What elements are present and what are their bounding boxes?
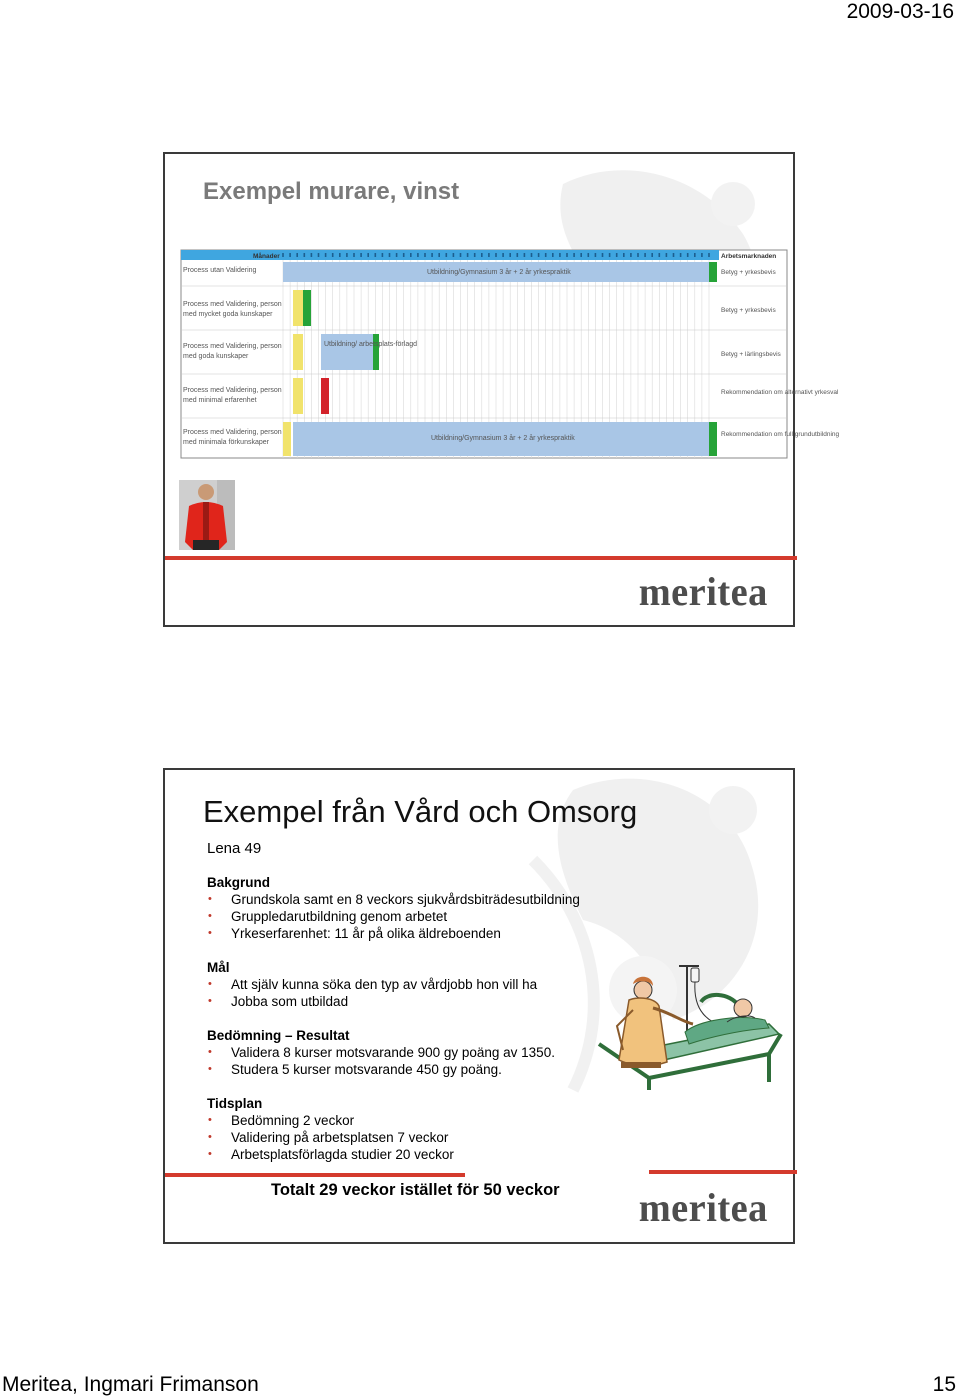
row-1-green-marker: [709, 262, 717, 282]
row-1-label: Process utan Validering: [183, 267, 257, 274]
row-1-bar-text: Utbildning/Gymnasium 3 år + 2 år yrkespraktik: [427, 269, 571, 276]
row-3-bar: [321, 334, 373, 370]
row-5-label-b: med minimala förkunskaper: [183, 439, 269, 446]
month-tick: [517, 253, 519, 257]
month-tick: [460, 253, 462, 257]
month-tick: [552, 253, 554, 257]
month-tick: [687, 253, 689, 257]
month-tick: [573, 253, 575, 257]
row-5-bar-text: Utbildning/Gymnasium 3 år + 2 år yrkespraktik: [431, 435, 575, 442]
slide-title: Exempel från Vård och Omsorg: [203, 794, 638, 829]
person-photo: [179, 480, 235, 550]
month-tick: [339, 253, 341, 257]
month-ticks: [282, 253, 710, 257]
month-tick: [588, 253, 590, 257]
month-tick: [680, 253, 682, 257]
page-number: 15: [932, 1373, 956, 1396]
nurse-patient-clipart: [589, 962, 789, 1090]
list-item: • Att själv kunna söka den typ av vårdjobb hon vill ha: [207, 976, 647, 993]
month-tick: [644, 253, 646, 257]
month-tick: [559, 253, 561, 257]
slide-murare: [163, 152, 840, 627]
bakgrund-list: [207, 891, 647, 942]
case-subtitle: Lena 49: [207, 840, 262, 857]
month-tick: [694, 253, 696, 257]
row-4-red-marker: [321, 378, 329, 414]
row-3-green-marker: [373, 334, 379, 370]
month-tick: [637, 253, 639, 257]
month-tick: [346, 253, 348, 257]
month-tick: [325, 253, 327, 257]
row-3-label-b: med goda kunskaper: [183, 353, 249, 360]
page-date: 2009-03-16: [846, 0, 954, 23]
month-tick: [651, 253, 653, 257]
month-tick: [609, 253, 611, 257]
total-summary: Totalt 29 veckor istället för 50 veckor: [271, 1181, 560, 1199]
month-tick: [389, 253, 391, 257]
month-tick: [531, 253, 533, 257]
month-tick: [410, 253, 412, 257]
month-tick: [332, 253, 334, 257]
row-2-yellow-marker: [293, 290, 303, 326]
month-tick: [467, 253, 469, 257]
month-tick: [296, 253, 298, 257]
slide-title: Exempel murare, vinst: [203, 178, 460, 205]
list-item: • Validering på arbetsplatsen 7 veckor: [207, 1129, 647, 1146]
slide-red-rule: [165, 556, 797, 560]
month-tick: [375, 253, 377, 257]
chart-header-right: Arbetsmarknaden: [721, 253, 777, 260]
row-4-outcome: Rekommendation om alternativt yrkesval: [721, 389, 839, 396]
month-tick: [509, 253, 511, 257]
month-tick: [403, 253, 405, 257]
month-tick: [538, 253, 540, 257]
list-item: • Validera 8 kurser motsvarande 900 gy poäng av 1350.: [207, 1044, 647, 1061]
row-3-label-a: Process med Validering, person: [183, 343, 282, 350]
slide-red-rule-right: [649, 1170, 797, 1174]
month-tick: [353, 253, 355, 257]
month-tick: [630, 253, 632, 257]
chart-header-label: Månader: [253, 253, 280, 260]
row-2-label-a: Process med Validering, person: [183, 301, 282, 308]
month-tick: [382, 253, 384, 257]
month-tick: [360, 253, 362, 257]
month-tick: [446, 253, 448, 257]
list-item: • Yrkeserfarenhet: 11 år på olika äldreboenden: [207, 925, 647, 942]
month-tick: [289, 253, 291, 257]
meritea-logo: meritea: [639, 569, 769, 614]
month-tick: [417, 253, 419, 257]
month-tick: [396, 253, 398, 257]
month-tick: [438, 253, 440, 257]
row-2-label-b: med mycket goda kunskaper: [183, 311, 273, 318]
month-tick: [481, 253, 483, 257]
month-tick: [623, 253, 625, 257]
mal-list: [207, 976, 647, 1010]
slide-content: [207, 840, 647, 1180]
footer-author: Meritea, Ingmari Frimanson: [2, 1373, 259, 1396]
row-3-bar-text: Utbildning/ arbetsplats-förlagd: [324, 341, 417, 348]
month-tick: [673, 253, 675, 257]
list-item: • Studera 5 kurser motsvarande 450 gy poäng.: [207, 1061, 647, 1078]
month-tick: [502, 253, 504, 257]
month-tick: [367, 253, 369, 257]
list-item: • Grundskola samt en 8 veckors sjukvårdsbiträdesutbildning: [207, 891, 647, 908]
month-tick: [666, 253, 668, 257]
list-item: • Gruppledarutbildning genom arbetet: [207, 908, 647, 925]
row-3-yellow-marker: [293, 334, 303, 370]
row-5-green-marker: [709, 422, 717, 456]
row-5-label-a: Process med Validering, person: [183, 429, 282, 436]
process-gantt-chart: [181, 250, 840, 458]
month-tick: [453, 253, 455, 257]
row-4-yellow-marker: [293, 378, 303, 414]
month-tick: [708, 253, 710, 257]
row-2-outcome: Betyg + yrkesbevis: [721, 307, 776, 314]
section-heading-bedomning: Bedömning – Resultat: [207, 1028, 350, 1043]
list-item: • Jobba som utbildad: [207, 993, 647, 1010]
row-5-outcome: Rekommendation om full grundutbildning: [721, 431, 840, 438]
section-heading-bakgrund: Bakgrund: [207, 875, 271, 890]
row-4-label-b: med minimal erfarenhet: [183, 397, 257, 404]
month-tick: [701, 253, 703, 257]
month-tick: [424, 253, 426, 257]
month-tick: [311, 253, 313, 257]
month-tick: [318, 253, 320, 257]
row-2-green-marker: [303, 290, 311, 326]
row-1-outcome: Betyg + yrkesbevis: [721, 269, 776, 276]
month-tick: [580, 253, 582, 257]
meritea-logo: meritea: [639, 1185, 769, 1230]
slide-red-rule-left: [165, 1173, 465, 1177]
list-item: • Arbetsplatsförlagda studier 20 veckor: [207, 1146, 647, 1163]
month-tick: [524, 253, 526, 257]
month-tick: [488, 253, 490, 257]
month-tick: [474, 253, 476, 257]
month-tick: [304, 253, 306, 257]
month-tick: [659, 253, 661, 257]
row-3-outcome: Betyg + lärlingsbevis: [721, 351, 781, 358]
month-tick: [602, 253, 604, 257]
list-item: • Bedömning 2 veckor: [207, 1112, 647, 1129]
slide-vard-omsorg: [163, 768, 795, 1244]
bedomning-list: [207, 1044, 647, 1078]
month-tick: [495, 253, 497, 257]
section-heading-mal: Mål: [207, 960, 230, 975]
month-tick: [545, 253, 547, 257]
month-tick: [616, 253, 618, 257]
month-tick: [566, 253, 568, 257]
section-heading-tidsplan: Tidsplan: [207, 1096, 263, 1111]
row-5-yellow-marker: [283, 422, 291, 456]
month-tick: [595, 253, 597, 257]
tidsplan-list: [207, 1112, 647, 1163]
month-tick: [282, 253, 284, 257]
month-tick: [431, 253, 433, 257]
row-4-label-a: Process med Validering, person: [183, 387, 282, 394]
